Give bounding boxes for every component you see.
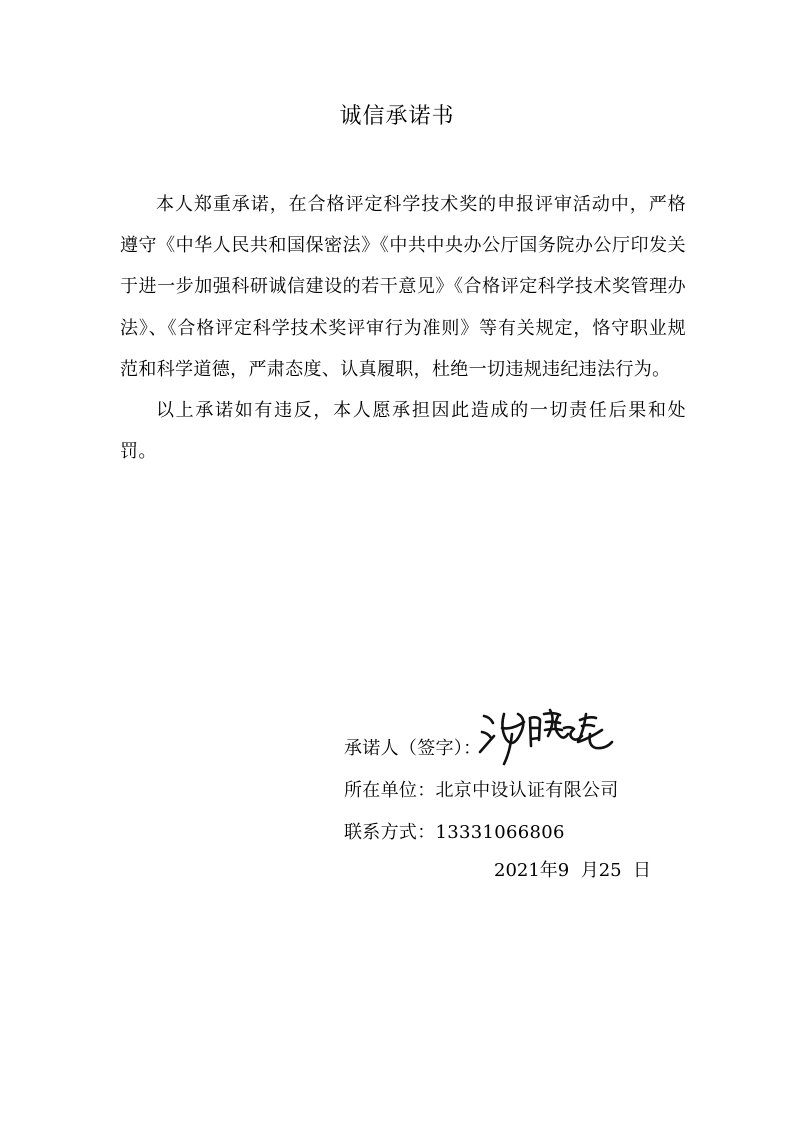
signature-block	[344, 728, 724, 854]
commitment-paragraph: 本人郑重承诺，在合格评定科学技术奖的申报评审活动中，严格遵守《中华人民共和国保密法》《中共中央办公厅国务院办公厅印发关于进一步加强科研诚信建设的若干意见》《合格评定科学技术奖管理办法》、《合格评定科学技术奖评审行为准则》等有关规定，恪守职业规范和科学道德，严肃态度、认真履职，杜绝一切违规违纪违法行为。	[120, 194, 686, 380]
signing-date: 2021年9 月25 日	[494, 860, 652, 881]
contact-line	[344, 812, 724, 854]
document-title: 诚信承诺书	[339, 104, 455, 129]
contact-label: 联系方式：	[344, 822, 436, 843]
commitment-body	[120, 184, 686, 472]
organization-value: 北京中设认证有限公司	[435, 780, 619, 801]
handwritten-signature	[478, 706, 618, 772]
organization-line	[344, 770, 724, 812]
signer-label: 承诺人（签字）：	[344, 738, 482, 759]
liability-paragraph: 以上承诺如有违反，本人愿承担因此造成的一切责任后果和处罚。	[120, 400, 686, 463]
organization-label: 所在单位：	[344, 780, 436, 801]
contact-value: 13331066806	[435, 822, 565, 843]
